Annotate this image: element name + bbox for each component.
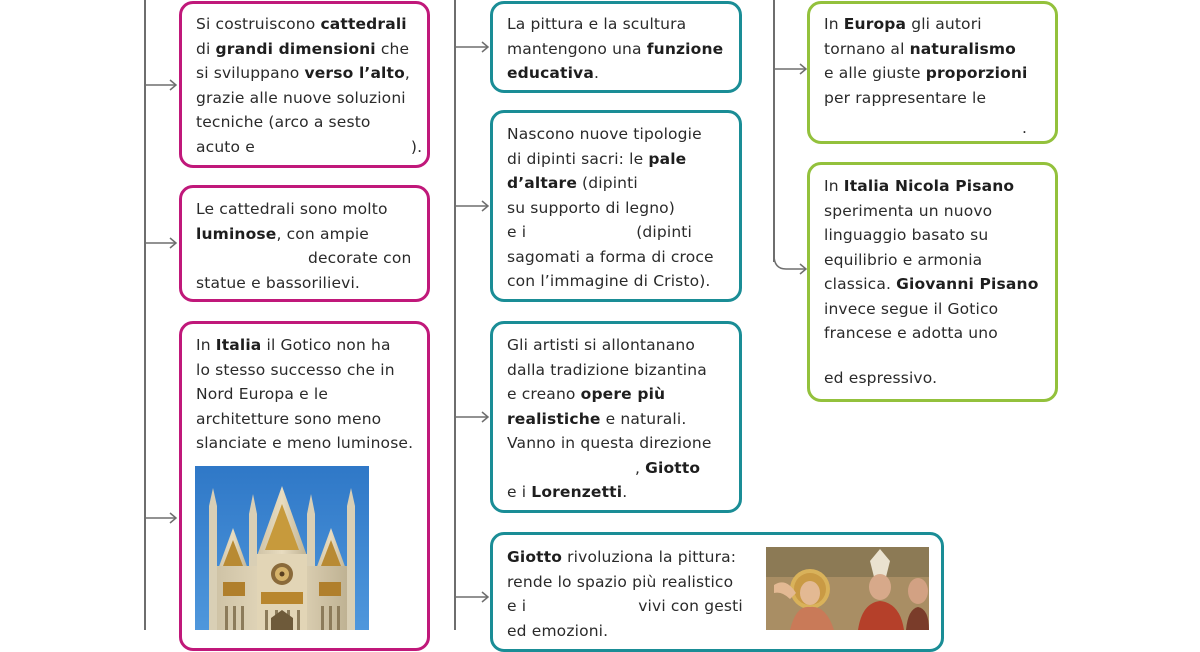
text: che [375,39,410,58]
line [507,37,739,62]
text: Le cattedrali sono molto [196,200,388,218]
text: Gli artisti si allontanano [507,336,696,354]
line [507,480,739,505]
line [507,358,739,383]
text: di [196,39,216,58]
text: architetture sono meno [196,409,382,428]
line [196,431,427,456]
line [196,271,427,296]
bold-text: Giotto [507,548,563,566]
text: acuto e [196,137,255,156]
box-educational-function [490,1,742,93]
text: , [404,64,410,82]
text: e naturali. [600,409,687,428]
text: tecniche (arco a sesto [196,113,371,131]
line [196,382,427,407]
text: statue e bassorilievi. [196,273,360,292]
text: invece segue il Gotico [824,299,999,318]
text: si sviluppano [196,64,305,82]
line [196,110,427,135]
line [824,199,1055,224]
bold-text: Italia Nicola Pisano [843,177,1015,195]
line [507,333,739,358]
line [196,407,427,432]
line [196,37,427,62]
line [824,86,1055,111]
text: La pittura e la scultura [507,15,687,33]
text: decorate con [308,249,412,267]
text: ). [410,137,423,156]
text: classica. [824,275,897,293]
line [196,222,427,247]
text: . [1022,119,1028,137]
line [196,333,427,358]
text: sagomati a forma di croce [507,247,714,266]
giotto-fresco-photo [766,547,929,630]
text: francese e adotta uno [824,324,998,342]
line [196,12,427,37]
line [507,12,739,37]
text: grazie alle nuove soluzioni [196,88,406,107]
text: gli autori [906,15,982,33]
bold-text: pale [648,149,687,168]
text: e alle giuste [824,64,926,82]
text: il Gotico non ha [261,336,391,354]
line [824,272,1055,297]
line [507,456,739,481]
bold-text: Giovanni Pisano [896,275,1039,293]
box-large-cathedrals [179,1,430,168]
line [824,223,1055,248]
bold-text: Italia [215,336,262,354]
line [196,358,427,383]
text: mantengono una [507,39,647,58]
text: . [622,483,628,501]
text: su supporto di legno) [507,198,676,217]
line [824,116,1055,141]
text: In [824,177,844,195]
text: vivi con gesti [638,597,743,615]
text: con l’immagine di Cristo). [507,272,711,290]
text: In [196,336,216,354]
line [196,86,427,111]
bold-text: Lorenzetti [531,483,623,501]
line [824,321,1055,346]
text: In [824,15,844,33]
bold-text: luminose [196,224,277,243]
line [824,366,1055,391]
line [507,61,739,86]
box-realistic-works [490,321,742,513]
text: e i [507,597,527,615]
text: di dipinti sacri: le [507,149,649,168]
text: Nascono nuove tipologie [507,125,702,143]
text: dalla tradizione bizantina [507,360,707,379]
line [824,37,1055,62]
line [824,61,1055,86]
text: , con ampie [276,224,369,243]
text: ed emozioni. [507,621,609,640]
text: (dipinti [636,223,692,241]
text: , [635,458,646,477]
bold-text: cattedrali [320,15,407,33]
bold-text: proporzioni [925,64,1028,82]
text: rende lo spazio più realistico [507,572,734,591]
text: Vanno in questa direzione [507,434,712,452]
line [196,246,427,271]
line [507,171,739,196]
text: slanciate e meno luminose. [196,434,414,452]
line [507,245,739,270]
cathedral-photo [195,466,369,630]
text: sperimenta un nuovo [824,201,993,220]
bold-text: verso l’alto [304,64,405,82]
text: e creano [507,385,581,403]
text: e i [507,223,527,241]
line [824,12,1055,37]
text: (dipinti [576,174,638,192]
line [507,269,739,294]
text: equilibrio e armonia [824,250,983,269]
text: linguaggio basato su [824,226,989,244]
text: per rappresentare le [824,88,987,107]
bold-text: opere più [580,385,666,403]
line [196,61,427,86]
text: rivoluziona la pittura: [562,548,737,566]
text: Nord Europa e le [196,385,329,403]
bold-text: naturalismo [909,39,1016,58]
bold-text: Giotto [645,458,701,477]
line [507,147,739,172]
bold-text: realistiche [507,409,601,428]
line [507,122,739,147]
line [824,297,1055,322]
text: . [593,64,600,82]
line [507,220,739,245]
bold-text: Europa [843,15,907,33]
text: lo stesso successo che in [196,360,395,379]
bold-text: grandi dimensioni [215,39,376,58]
text: ed espressivo. [824,368,938,387]
text: e i [507,483,532,501]
box-luminous-cathedrals [179,185,430,302]
box-europe-naturalism [807,1,1058,144]
line [196,135,427,160]
box-sacred-paintings [490,110,742,302]
bold-text: funzione [646,39,724,58]
line [507,196,739,221]
line [824,174,1055,199]
box-pisano [807,162,1058,402]
line [196,197,427,222]
line [824,248,1055,273]
line [507,382,739,407]
bold-text: educativa [507,64,594,82]
text: Si costruiscono [196,15,321,33]
line [507,431,739,456]
bold-text: d’altare [507,174,577,192]
text: tornano al [824,39,910,58]
line [507,407,739,432]
